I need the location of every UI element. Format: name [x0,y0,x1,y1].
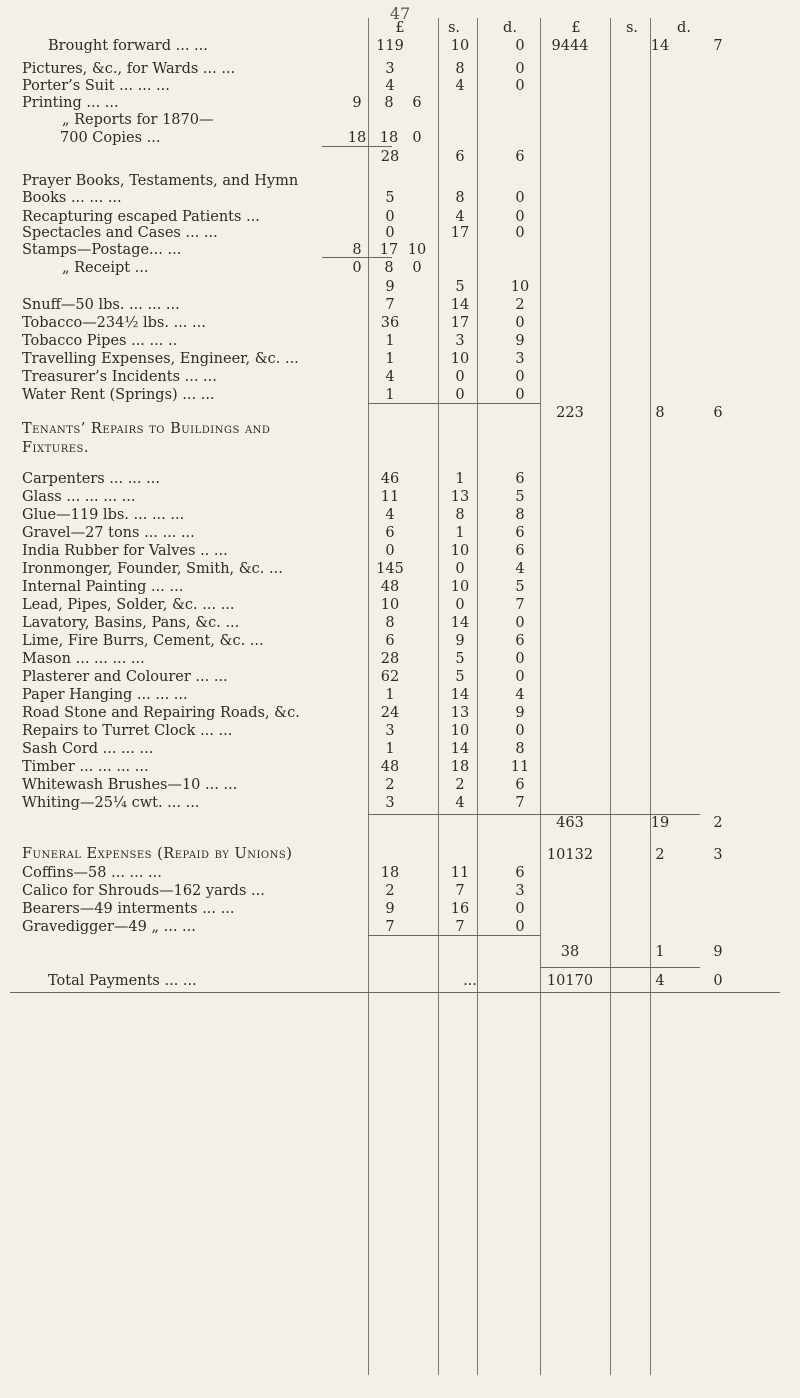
section1-total-shillings: 8 [655,405,665,421]
item-pence: 9 [515,333,525,349]
bf-a-pence: 0 [515,38,525,54]
item-pence: 0 [515,315,525,331]
item-pounds: 1 [385,687,395,703]
item-pence: 0 [515,669,525,685]
currency-header: s. [447,20,461,36]
item-shillings: 8 [455,190,465,206]
item-pence: 0 [515,723,525,739]
bf-b-pence: 7 [713,38,723,54]
item-pence: 6 [515,471,525,487]
sub-amount: 17 [379,242,399,258]
item-pence: 8 [515,507,525,523]
column-rule [438,18,439,1375]
item-shillings: 14 [450,297,470,313]
total-rule [368,935,540,936]
line-item-label: Lead, Pipes, Solder, &c. ... ... [22,597,235,613]
line-item-label: Sash Cord ... ... ... [22,741,154,757]
section1-total-pounds: 223 [556,405,584,421]
line-item-label: Whiting—25¼ cwt. ... ... [22,795,200,811]
line-item-label: Glue—119 lbs. ... ... ... [22,507,185,523]
running-total-shillings: 2 [655,847,665,863]
item-pence: 0 [515,919,525,935]
item-shillings: 8 [455,61,465,77]
section2-total-pounds: 463 [556,815,584,831]
line-item-label: Tobacco Pipes ... ... .. [22,333,178,349]
line-item-label: India Rubber for Valves .. ... [22,543,228,559]
item-pence: 6 [515,525,525,541]
item-pence: 7 [515,597,525,613]
item-shillings: 5 [455,669,465,685]
item-pence: 4 [515,561,525,577]
item-pence: 0 [515,209,525,225]
section2-total-pence: 2 [713,815,723,831]
line-item-label: Treasurer’s Incidents ... ... [22,369,217,385]
column-rule [650,18,651,1375]
item-pence: 0 [515,387,525,403]
currency-header: d. [677,20,691,36]
running-total-pence: 3 [713,847,723,863]
total-payments-shillings: 4 [655,973,665,989]
total-rule [368,403,540,404]
line-item-label: Pictures, &c., for Wards ... ... [22,61,236,77]
running-total-pounds: 10132 [546,847,594,863]
section-heading: Fixtures. [22,440,90,456]
item-pounds: 9 [385,279,395,295]
item-pounds: 62 [380,669,400,685]
line-item-label: Prayer Books, Testaments, and Hymn [22,173,299,189]
item-pounds: 0 [385,543,395,559]
sub-amount: 6 [412,95,422,111]
line-item-label: Spectacles and Cases ... ... [22,225,218,241]
item-pence: 0 [515,369,525,385]
item-pounds: 24 [380,705,400,721]
item-pounds: 3 [385,723,395,739]
total-payments-pence: 0 [713,973,723,989]
line-item-label: Lavatory, Basins, Pans, &c. ... [22,615,240,631]
line-item-label: Ironmonger, Founder, Smith, &c. ... [22,561,283,577]
column-rule [540,18,541,1375]
item-shillings: 6 [455,149,465,165]
item-pence: 6 [515,149,525,165]
line-item-label: Road Stone and Repairing Roads, &c. [22,705,300,721]
item-shillings: 7 [455,883,465,899]
item-shillings: 10 [450,723,470,739]
item-shillings: 17 [450,315,470,331]
item-pounds: 7 [385,919,395,935]
item-pounds: 0 [385,225,395,241]
line-item-label: „ Reports for 1870— [62,112,214,128]
item-pence: 11 [510,759,530,775]
bf-b-shillings: 14 [650,38,670,54]
item-pounds: 2 [385,883,395,899]
line-item-label: Tobacco—234½ lbs. ... ... [22,315,206,331]
sub-amount: 0 [412,260,422,276]
total-payments-label: Total Payments ... ... [48,973,197,989]
line-item-label: „ Receipt ... [62,260,149,276]
item-pounds: 6 [385,633,395,649]
sub-amount: 8 [352,242,362,258]
sub-amount: 9 [352,95,362,111]
item-pounds: 4 [385,369,395,385]
item-shillings: 3 [455,333,465,349]
item-pence: 6 [515,777,525,793]
item-pence: 6 [515,865,525,881]
item-pounds: 1 [385,351,395,367]
item-pounds: 36 [380,315,400,331]
item-pence: 0 [515,78,525,94]
page-number: 47 [389,4,411,23]
line-item-label: Gravedigger—49 „ ... ... [22,919,196,935]
line-item-label: Books ... ... ... [22,190,122,206]
item-shillings: 10 [450,579,470,595]
item-pence: 0 [515,190,525,206]
item-pence: 10 [510,279,530,295]
line-item-label: Stamps—Postage... ... [22,242,182,258]
total-rule [322,146,392,147]
item-pounds: 4 [385,507,395,523]
section1-total-pence: 6 [713,405,723,421]
line-item-label: Bearers—49 interments ... ... [22,901,235,917]
item-pence: 0 [515,61,525,77]
sub-amount: 10 [407,242,427,258]
item-pence: 4 [515,687,525,703]
item-shillings: 8 [455,507,465,523]
item-pence: 0 [515,901,525,917]
item-pounds: 6 [385,525,395,541]
item-shillings: 13 [450,705,470,721]
item-shillings: 0 [455,387,465,403]
item-pounds: 3 [385,61,395,77]
line-item-label: Water Rent (Springs) ... ... [22,387,215,403]
section2-total-shillings: 19 [650,815,670,831]
item-pounds: 18 [380,865,400,881]
line-item-label: Porter’s Suit ... ... ... [22,78,170,94]
item-pounds: 8 [385,615,395,631]
currency-header: s. [625,20,639,36]
item-shillings: 14 [450,687,470,703]
column-rule [368,18,369,1375]
item-pence: 5 [515,489,525,505]
item-shillings: 2 [455,777,465,793]
item-pence: 9 [515,705,525,721]
item-pence: 3 [515,351,525,367]
total-rule [368,814,540,815]
item-pounds: 5 [385,190,395,206]
item-pounds: 48 [380,579,400,595]
item-pounds: 10 [380,597,400,613]
item-shillings: 10 [450,543,470,559]
line-item-label: Coffins—58 ... ... ... [22,865,162,881]
item-pounds: 0 [385,209,395,225]
item-shillings: 4 [455,795,465,811]
item-shillings: 7 [455,919,465,935]
line-item-label: Repairs to Turret Clock ... ... [22,723,233,739]
line-item-label: Carpenters ... ... ... [22,471,160,487]
line-item-label: Printing ... ... [22,95,119,111]
item-pence: 7 [515,795,525,811]
item-pence: 0 [515,651,525,667]
line-item-label: Snuff—50 lbs. ... ... ... [22,297,180,313]
item-pence: 6 [515,543,525,559]
currency-header: £ [571,20,581,36]
item-shillings: 16 [450,901,470,917]
item-pence: 8 [515,741,525,757]
item-pounds: 4 [385,78,395,94]
item-shillings: 0 [455,369,465,385]
sub-amount: 8 [384,260,394,276]
brought-forward-label: Brought forward ... ... [48,38,208,54]
item-shillings: 10 [450,351,470,367]
line-item-label: Travelling Expenses, Engineer, &c. ... [22,351,299,367]
item-shillings: 14 [450,615,470,631]
column-rule [610,18,611,1375]
bf-a-shillings: 10 [450,38,470,54]
item-pence: 0 [515,615,525,631]
item-shillings: 14 [450,741,470,757]
item-shillings: 0 [455,561,465,577]
item-shillings: 18 [450,759,470,775]
line-item-label: Recapturing escaped Patients ... [22,209,260,225]
line-item-label: Whitewash Brushes—10 ... ... [22,777,238,793]
item-shillings: 4 [455,209,465,225]
section-heading: Tenants’ Repairs to Buildings and [22,421,271,437]
item-pounds: 1 [385,741,395,757]
sub-amount: 18 [379,130,399,146]
total-payments-pounds: 10170 [546,973,594,989]
item-shillings: 13 [450,489,470,505]
item-shillings: 11 [450,865,470,881]
line-item-label: Calico for Shrouds—162 yards ... [22,883,265,899]
item-shillings: 4 [455,78,465,94]
item-pounds: 3 [385,795,395,811]
item-pence: 0 [515,225,525,241]
item-shillings: 5 [455,279,465,295]
item-pounds: 9 [385,901,395,917]
total-rule [322,257,392,258]
line-item-label: Plasterer and Colourer ... ... [22,669,228,685]
section3-total-shillings: 1 [655,944,665,960]
line-item-label: Glass ... ... ... ... [22,489,136,505]
sub-amount: 18 [347,130,367,146]
sub-amount: 0 [352,260,362,276]
item-pounds: 48 [380,759,400,775]
sub-amount: 0 [412,130,422,146]
total-rule [10,992,780,993]
item-shillings: 1 [455,471,465,487]
line-item-label: Lime, Fire Burrs, Cement, &c. ... [22,633,264,649]
item-pounds: 1 [385,333,395,349]
item-pence: 5 [515,579,525,595]
currency-header: d. [503,20,517,36]
item-shillings: 1 [455,525,465,541]
item-pounds: 1 [385,387,395,403]
total-dots: ... [463,973,477,989]
item-pounds: 2 [385,777,395,793]
line-item-label: Timber ... ... ... ... [22,759,149,775]
section-heading: Funeral Expenses (Repaid by Unions) [22,846,293,862]
item-pounds: 7 [385,297,395,313]
item-shillings: 5 [455,651,465,667]
line-item-label: 700 Copies ... [60,130,161,146]
item-shillings: 9 [455,633,465,649]
section3-total-pence: 9 [713,944,723,960]
section3-total-pounds: 38 [560,944,580,960]
item-pounds: 28 [380,149,400,165]
item-pounds: 46 [380,471,400,487]
line-item-label: Gravel—27 tons ... ... ... [22,525,195,541]
item-pence: 6 [515,633,525,649]
currency-header: £ [395,20,405,36]
total-rule [540,967,700,968]
item-pence: 3 [515,883,525,899]
item-pounds: 11 [380,489,400,505]
item-shillings: 17 [450,225,470,241]
line-item-label: Internal Painting ... ... [22,579,184,595]
bf-a-pounds: 119 [376,38,404,54]
bf-b-pounds: 9444 [551,38,589,54]
line-item-label: Paper Hanging ... ... ... [22,687,188,703]
item-pence: 2 [515,297,525,313]
item-shillings: 0 [455,597,465,613]
line-item-label: Mason ... ... ... ... [22,651,145,667]
item-pounds: 145 [376,561,404,577]
item-pounds: 28 [380,651,400,667]
sub-amount: 8 [384,95,394,111]
